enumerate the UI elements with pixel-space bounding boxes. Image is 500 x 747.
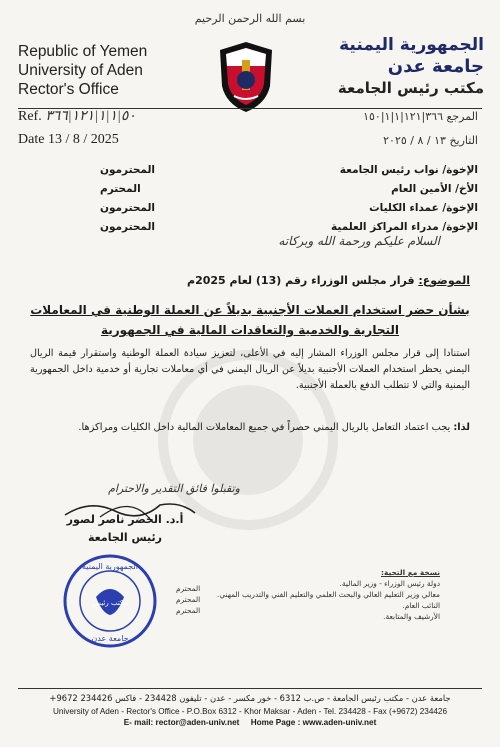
ar-ref-value: ٣٦٦|١٢١|١|١|١٥٠ [363,110,443,123]
stamp-side-text: مكتب رئيس [92,599,128,607]
recipient-honorific: المحترمون [100,202,156,214]
recipients-list [100,164,478,240]
en-country: Republic of Yemen [18,43,148,60]
recipient-name: الأخ/ الأمين العام [391,183,478,195]
homepage-label: Home Page : [250,718,301,727]
recipient-row [100,164,478,183]
ar-date-value: ١٣ / ٨ / ٢٠٢٥ [383,134,446,147]
copies-title: نسخة مع التحية: [381,568,440,577]
footer-divider [18,688,482,689]
subject-line [187,274,470,287]
copy-honorific: المحترم [176,606,201,615]
arabic-reference [363,110,478,123]
ref-label: Ref. [18,109,42,124]
footer-arabic: جامعة عدن - مكتب رئيس الجامعة - ص.ب 6312 - خور مكسر - عدن - تليفون 234428 - فاكس 234426 9672+ [49,693,451,703]
recipient-honorific: المحترمون [100,164,156,176]
letter-date [18,132,119,148]
copy-item: الأرشيف والمتابعة. [383,612,440,621]
recipient-row [100,183,478,202]
recipient-honorific: المحترمون [100,221,156,233]
footer-english: University of Aden - Rector's Office - P.O.Box 6312 - Khor Maksar - Aden - Tel. 234428 - Fax (+9672) 234426 [52,707,448,716]
closing-phrase: وتقبلوا فائق التقدير والاحترام [108,482,240,495]
ref-value: ٥٠|١|١|١٢١|٣٦٦ [45,109,136,124]
date-label: Date [18,132,45,147]
stamp-bottom-text: جامعة عدن [91,634,129,643]
copy-item: النائب العام. [402,601,440,610]
english-letterhead [18,42,147,99]
copies-list [217,567,440,622]
university-emblem-logo [216,40,276,114]
reference-number [18,108,136,125]
en-office: Rector's Office [18,81,119,98]
ar-country: الجمهورية اليمنية [339,35,484,55]
recipient-name: الإخوة/ عمداء الكليات [369,202,478,214]
directive-label: لذا: [453,422,470,433]
greeting: السلام عليكم ورحمة الله وبركاته [278,234,440,248]
directive-paragraph [30,418,470,438]
arabic-date [383,134,478,147]
copy-honorific: المحترم [176,584,201,593]
ar-university: جامعة عدن [387,56,484,77]
arabic-letterhead [338,34,484,98]
copies-honorifics [176,583,200,616]
recipient-name: الإخوة/ مدراء المراكز العلمية [331,221,478,233]
signer-title: رئيس الجامعة [88,531,162,544]
en-university: University of Aden [18,62,143,79]
title-line-2: التجارية والخدمية والتعاقدات المالية في الجمهورية [100,323,400,337]
signer-name: أ.د. الخضر ناصر لصور [66,513,184,526]
recipient-name: الإخوة/ نواب رئيس الجامعة [339,164,478,176]
signer-block [50,511,200,547]
subject-title [30,300,470,340]
ar-ref-label: المرجع [446,110,478,123]
ar-date-label: التاريخ [449,134,478,147]
official-stamp [62,553,158,649]
stamp-top-text: الجمهورية اليمنية [81,562,139,571]
recipient-row [100,202,478,221]
bismillah: بسم الله الرحمن الرحيم [194,12,306,25]
footer-contact [24,718,476,727]
homepage-link[interactable]: www.aden-univ.net [302,718,377,727]
subject-label: الموضوع: [418,274,470,287]
recipient-honorific: المحترم [100,183,141,195]
copy-item: دولة رئيس الوزراء - وزير المالية. [339,579,440,588]
title-line-1: بشأن حضر استخدام العملات الأجنبية بديلاً عن العملة الوطنية في المعاملات [30,303,470,317]
email-label: E- mail: [123,718,154,727]
ar-office: مكتب رئيس الجامعة [337,79,484,97]
email-address[interactable]: rector@aden-univ.net [155,718,240,727]
subject-text: قرار مجلس الوزراء رقم (13) لعام 2025م [187,274,415,287]
copy-item: معالي وزير التعليم العالي والبحث العلمي والتعليم الفني والتدريب المهني. [216,590,440,599]
copy-honorific: المحترم [176,595,201,604]
directive-text: يجب اعتماد التعامل بالريال اليمني حصراً في جميع المعاملات المالية داخل الكليات ومراكزها. [78,422,451,433]
date-value: 13 / 8 / 2025 [47,132,119,147]
body-paragraph: استنادا إلى قرار مجلس الوزراء المشار إليه في الأعلى، لتعزيز سيادة العملة الوطنية واستقرار قيمة الريال اليمني يحظر استخدام العملات الأجنبية بديلاً عن الريال اليمني في أي معاملات تجارية أو خدمية داخل الجمهورية اليمنية والتي لا تتطلب الدفع بالعملة الأجنبية. [30,348,470,391]
